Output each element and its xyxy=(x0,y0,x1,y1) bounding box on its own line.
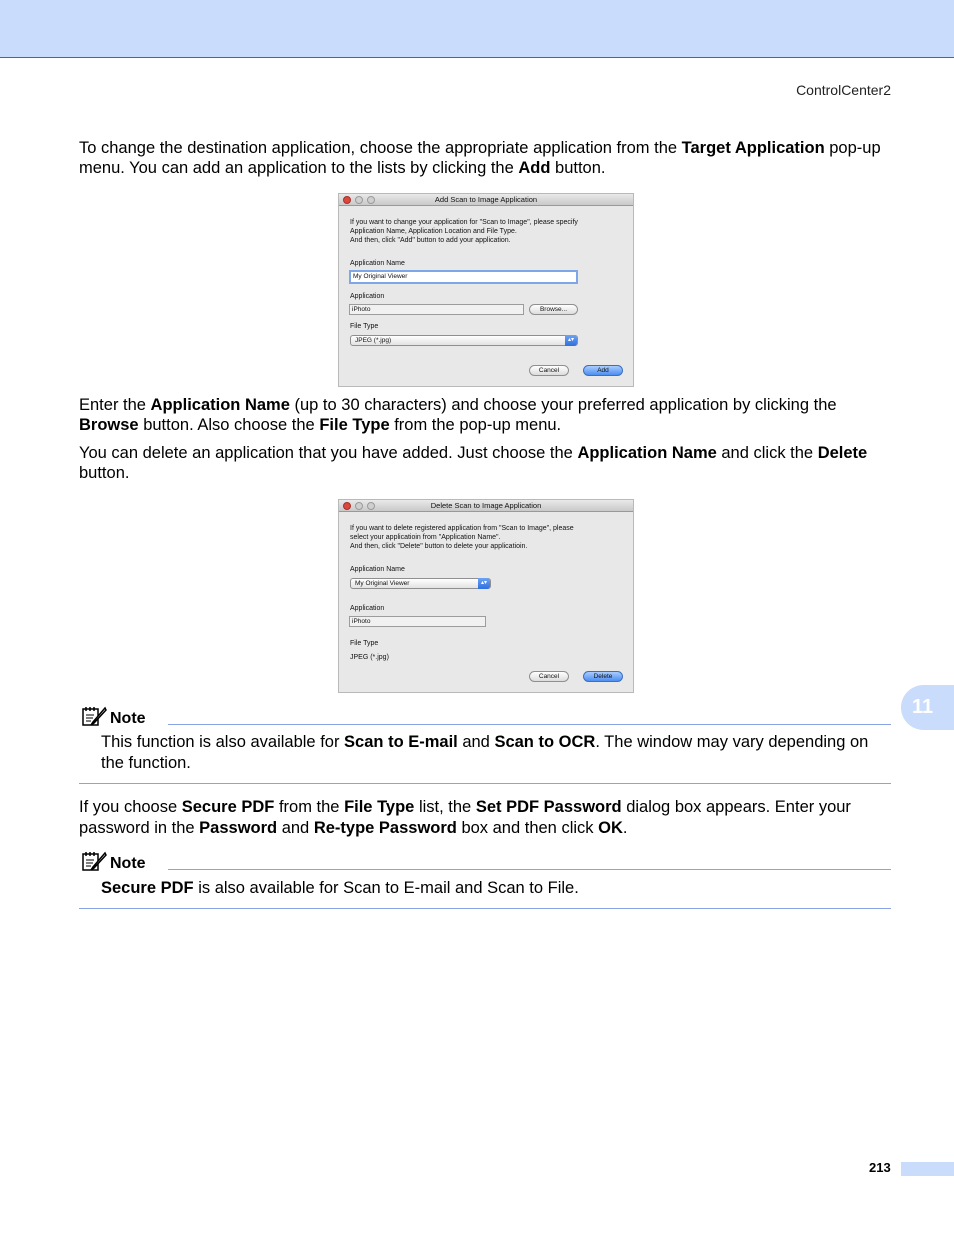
p2-text-3: button. Also choose the xyxy=(138,416,320,434)
p4-text-3: list, the xyxy=(414,798,476,816)
p3-text-3: button. xyxy=(79,464,130,482)
paragraph-enter-app-name xyxy=(79,395,894,435)
p3-application-name: Application Name xyxy=(577,444,717,462)
p4-set-pdf-password: Set PDF Password xyxy=(475,798,622,816)
popup-arrows-icon: ▴▾ xyxy=(565,335,577,346)
pencil-note-icon xyxy=(81,705,107,727)
delete-dialog-screenshot xyxy=(338,499,634,693)
delete-button[interactable]: Delete xyxy=(583,671,623,682)
add-dialog-screenshot xyxy=(338,193,634,387)
p4-secure-pdf: Secure PDF xyxy=(181,798,275,816)
n1-text-1: This function is also available for xyxy=(101,733,345,751)
p4-text-5: and xyxy=(277,819,314,837)
p2-text-1: Enter the xyxy=(79,396,151,414)
p2-file-type: File Type xyxy=(319,416,390,434)
note-rule-bottom xyxy=(79,783,891,784)
delete-dialog-instructions: If you want to delete registered application from "Scan to Image", please select your applicatioin from "Application Name". And then, click "Delete" button to delete your applicatioin. xyxy=(350,525,574,550)
file-type-value: JPEG (*.jpg) xyxy=(355,337,392,344)
app-name-input[interactable]: My Original Viewer xyxy=(349,270,578,284)
n1-text-2: and xyxy=(457,733,495,751)
intro-text-1: To change the destination application, choose the appropriate application from the xyxy=(79,139,682,157)
p4-retype-password: Re-type Password xyxy=(313,819,457,837)
n1-scan-to-email: Scan to E-mail xyxy=(344,733,458,751)
popup-arrows-icon: ▴▾ xyxy=(478,578,490,589)
file-type-popup[interactable] xyxy=(350,335,578,346)
delete-file-type-label: File Type xyxy=(350,640,379,647)
note-body xyxy=(101,878,893,899)
app-name-label: Application Name xyxy=(350,260,405,267)
n2-secure-pdf: Secure PDF xyxy=(101,879,194,897)
p3-text-1: You can delete an application that you have added. Just choose the xyxy=(79,444,578,462)
paragraph-delete-app xyxy=(79,443,894,483)
p3-text-2: and click the xyxy=(716,444,818,462)
browse-button[interactable]: Browse... xyxy=(529,304,578,315)
note-title: Note xyxy=(110,710,146,727)
page-number: 213 xyxy=(869,1160,891,1175)
note-rule-bottom xyxy=(79,908,891,909)
n1-text-3: . The window may vary depending on the function. xyxy=(101,733,869,772)
application-field: iPhoto xyxy=(349,304,524,315)
intro-text-3: button. xyxy=(550,159,606,177)
add-button[interactable]: Add xyxy=(583,365,623,376)
delete-dialog-titlebar xyxy=(339,500,633,512)
intro-add: Add xyxy=(518,159,551,177)
intro-text-2: pop-up menu. You can add an application to the lists by clicking the xyxy=(79,139,881,177)
note-body xyxy=(101,732,893,774)
add-dialog-instructions: If you want to change your application for "Scan to Image", please specify Application Name, Application Location and File Type. And then, click "Add" button to add your application. xyxy=(350,219,578,244)
n1-scan-to-ocr: Scan to OCR xyxy=(494,733,596,751)
p4-ok: OK xyxy=(598,819,623,837)
p4-password: Password xyxy=(199,819,278,837)
p4-file-type: File Type xyxy=(344,798,415,816)
delete-app-name-popup[interactable] xyxy=(350,578,491,589)
delete-application-label: Application xyxy=(350,605,385,612)
section-header-label: ControlCenter2 xyxy=(796,82,891,98)
p4-text-7: . xyxy=(622,819,628,837)
header-band xyxy=(0,0,954,58)
delete-app-name-value: My Original Viewer xyxy=(355,580,410,587)
note-title: Note xyxy=(110,855,146,872)
p2-text-2: (up to 30 characters) and choose your preferred application by clicking the xyxy=(289,396,837,414)
delete-application-field: iPhoto xyxy=(349,616,486,627)
pencil-note-icon xyxy=(81,850,107,872)
delete-file-type-value: JPEG (*.jpg) xyxy=(350,654,389,661)
n2-text-1: is also available for Scan to E-mail and Scan to File. xyxy=(193,879,579,897)
add-dialog-title: Add Scan to Image Application xyxy=(434,195,538,204)
chapter-tab: 11 xyxy=(901,685,954,730)
intro-target-application: Target Application xyxy=(681,139,825,157)
cancel-button[interactable]: Cancel xyxy=(529,671,569,682)
intro-paragraph xyxy=(79,138,894,178)
paragraph-secure-pdf xyxy=(79,797,894,839)
p4-text-6: box and then click xyxy=(456,819,599,837)
note-rule-top xyxy=(168,869,891,870)
p4-text-4: dialog box appears. Enter your password in the xyxy=(79,798,851,837)
delete-dialog-title: Delete Scan to Image Application xyxy=(430,501,542,510)
p2-application-name: Application Name xyxy=(150,396,290,414)
delete-app-name-label: Application Name xyxy=(350,566,405,573)
p4-text-1: If you choose xyxy=(79,798,182,816)
p3-delete: Delete xyxy=(817,444,868,462)
p2-text-4: from the pop-up menu. xyxy=(389,416,562,434)
cancel-button[interactable]: Cancel xyxy=(529,365,569,376)
p4-text-2: from the xyxy=(274,798,345,816)
page-number-bar xyxy=(901,1162,954,1176)
p2-browse: Browse xyxy=(79,416,139,434)
application-label: Application xyxy=(350,293,385,300)
file-type-label: File Type xyxy=(350,323,379,330)
note-rule-top xyxy=(168,724,891,725)
add-dialog-titlebar xyxy=(339,194,633,206)
